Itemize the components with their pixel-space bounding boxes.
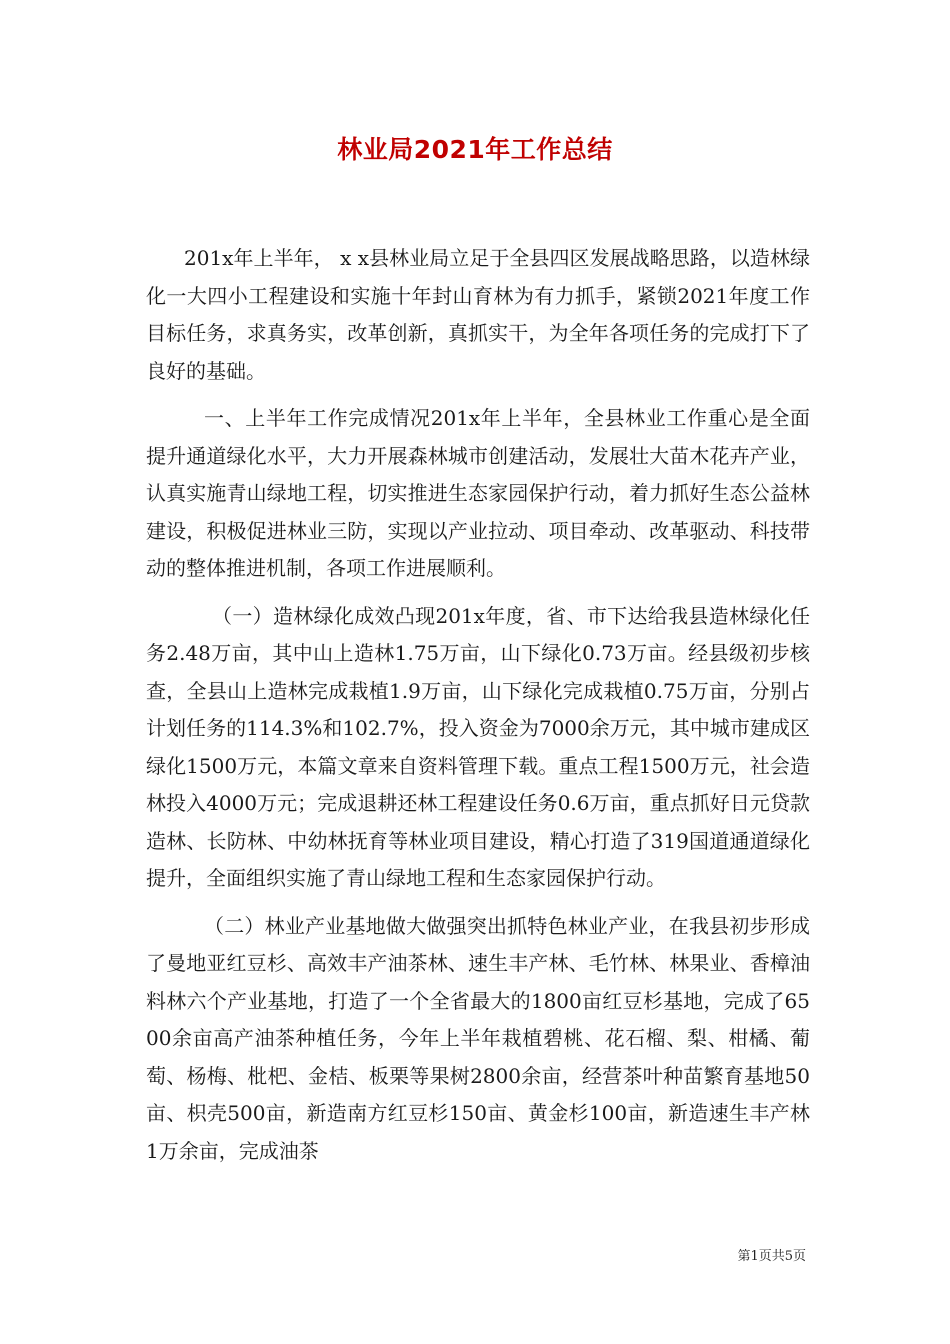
document-title: 林业局2021年工作总结 <box>337 135 613 164</box>
paragraph-industry-base: （二）林业产业基地做大做强突出抓特色林业产业，在我县初步形成了曼地亚红豆杉、高效丰产油茶林、速生丰产林、毛竹林、林果业、香樟油料林六个产业基地，打造了一个全省最大的1800亩红豆杉基地，完成了6500余亩高产油茶种植任务，今年上半年栽植碧桃、花石榴、梨、柑橘、葡萄、杨梅、枇杷、金桔、板栗等果树2800余亩，经营茶叶种苗繁育基地50亩、枳壳500亩，新造南方红豆杉150亩、黄金杉100亩，新造速生丰产林1万余亩，完成油茶 <box>146 913 810 1163</box>
document-body <box>146 240 810 1170</box>
paragraph-afforestation: （一）造林绿化成效凸现201x年度，省、市下达给我县造林绿化任务2.48万亩，其中山上造林1.75万亩，山下绿化0.73万亩。经县级初步核查，全县山上造林完成栽植1.9万亩，山下绿化完成栽植0.75万亩，分别占计划任务的114.3%和102.7%，投入资金为7000余万元，其中城市建成区绿化1500万元，本篇文章来自资料管理下载。重点工程1500万元，社会造林投入4000万元；完成退耕还林工程建设任务0.6万亩，重点抓好日元贷款造林、长防林、中幼林抚育等林业项目建设，精心打造了319国道通道绿化提升，全面组织实施了青山绿地工程和生态家园保护行动。 <box>146 603 810 890</box>
paragraph-intro: 201x年上半年， x x县林业局立足于全县四区发展战略思路，以造林绿化一大四小工程建设和实施十年封山育林为有力抓手，紧锁2021年度工作目标任务，求真务实，改革创新，真抓实干，为全年各项任务的完成打下了良好的基础。 <box>146 246 810 383</box>
paragraph-section-one: 一、上半年工作完成情况201x年上半年，全县林业工作重心是全面提升通道绿化水平，大力开展森林城市创建活动，发展壮大苗木花卉产业，认真实施青山绿地工程，切实推进生态家园保护行动，着力抓好生态公益林建设，积极促进林业三防，实现以产业拉动、项目牵动、改革驱动、科技带动的整体推进机制，各项工作进展顺利。 <box>146 406 810 580</box>
page-number-footer: 第1页共5页 <box>737 1249 806 1264</box>
